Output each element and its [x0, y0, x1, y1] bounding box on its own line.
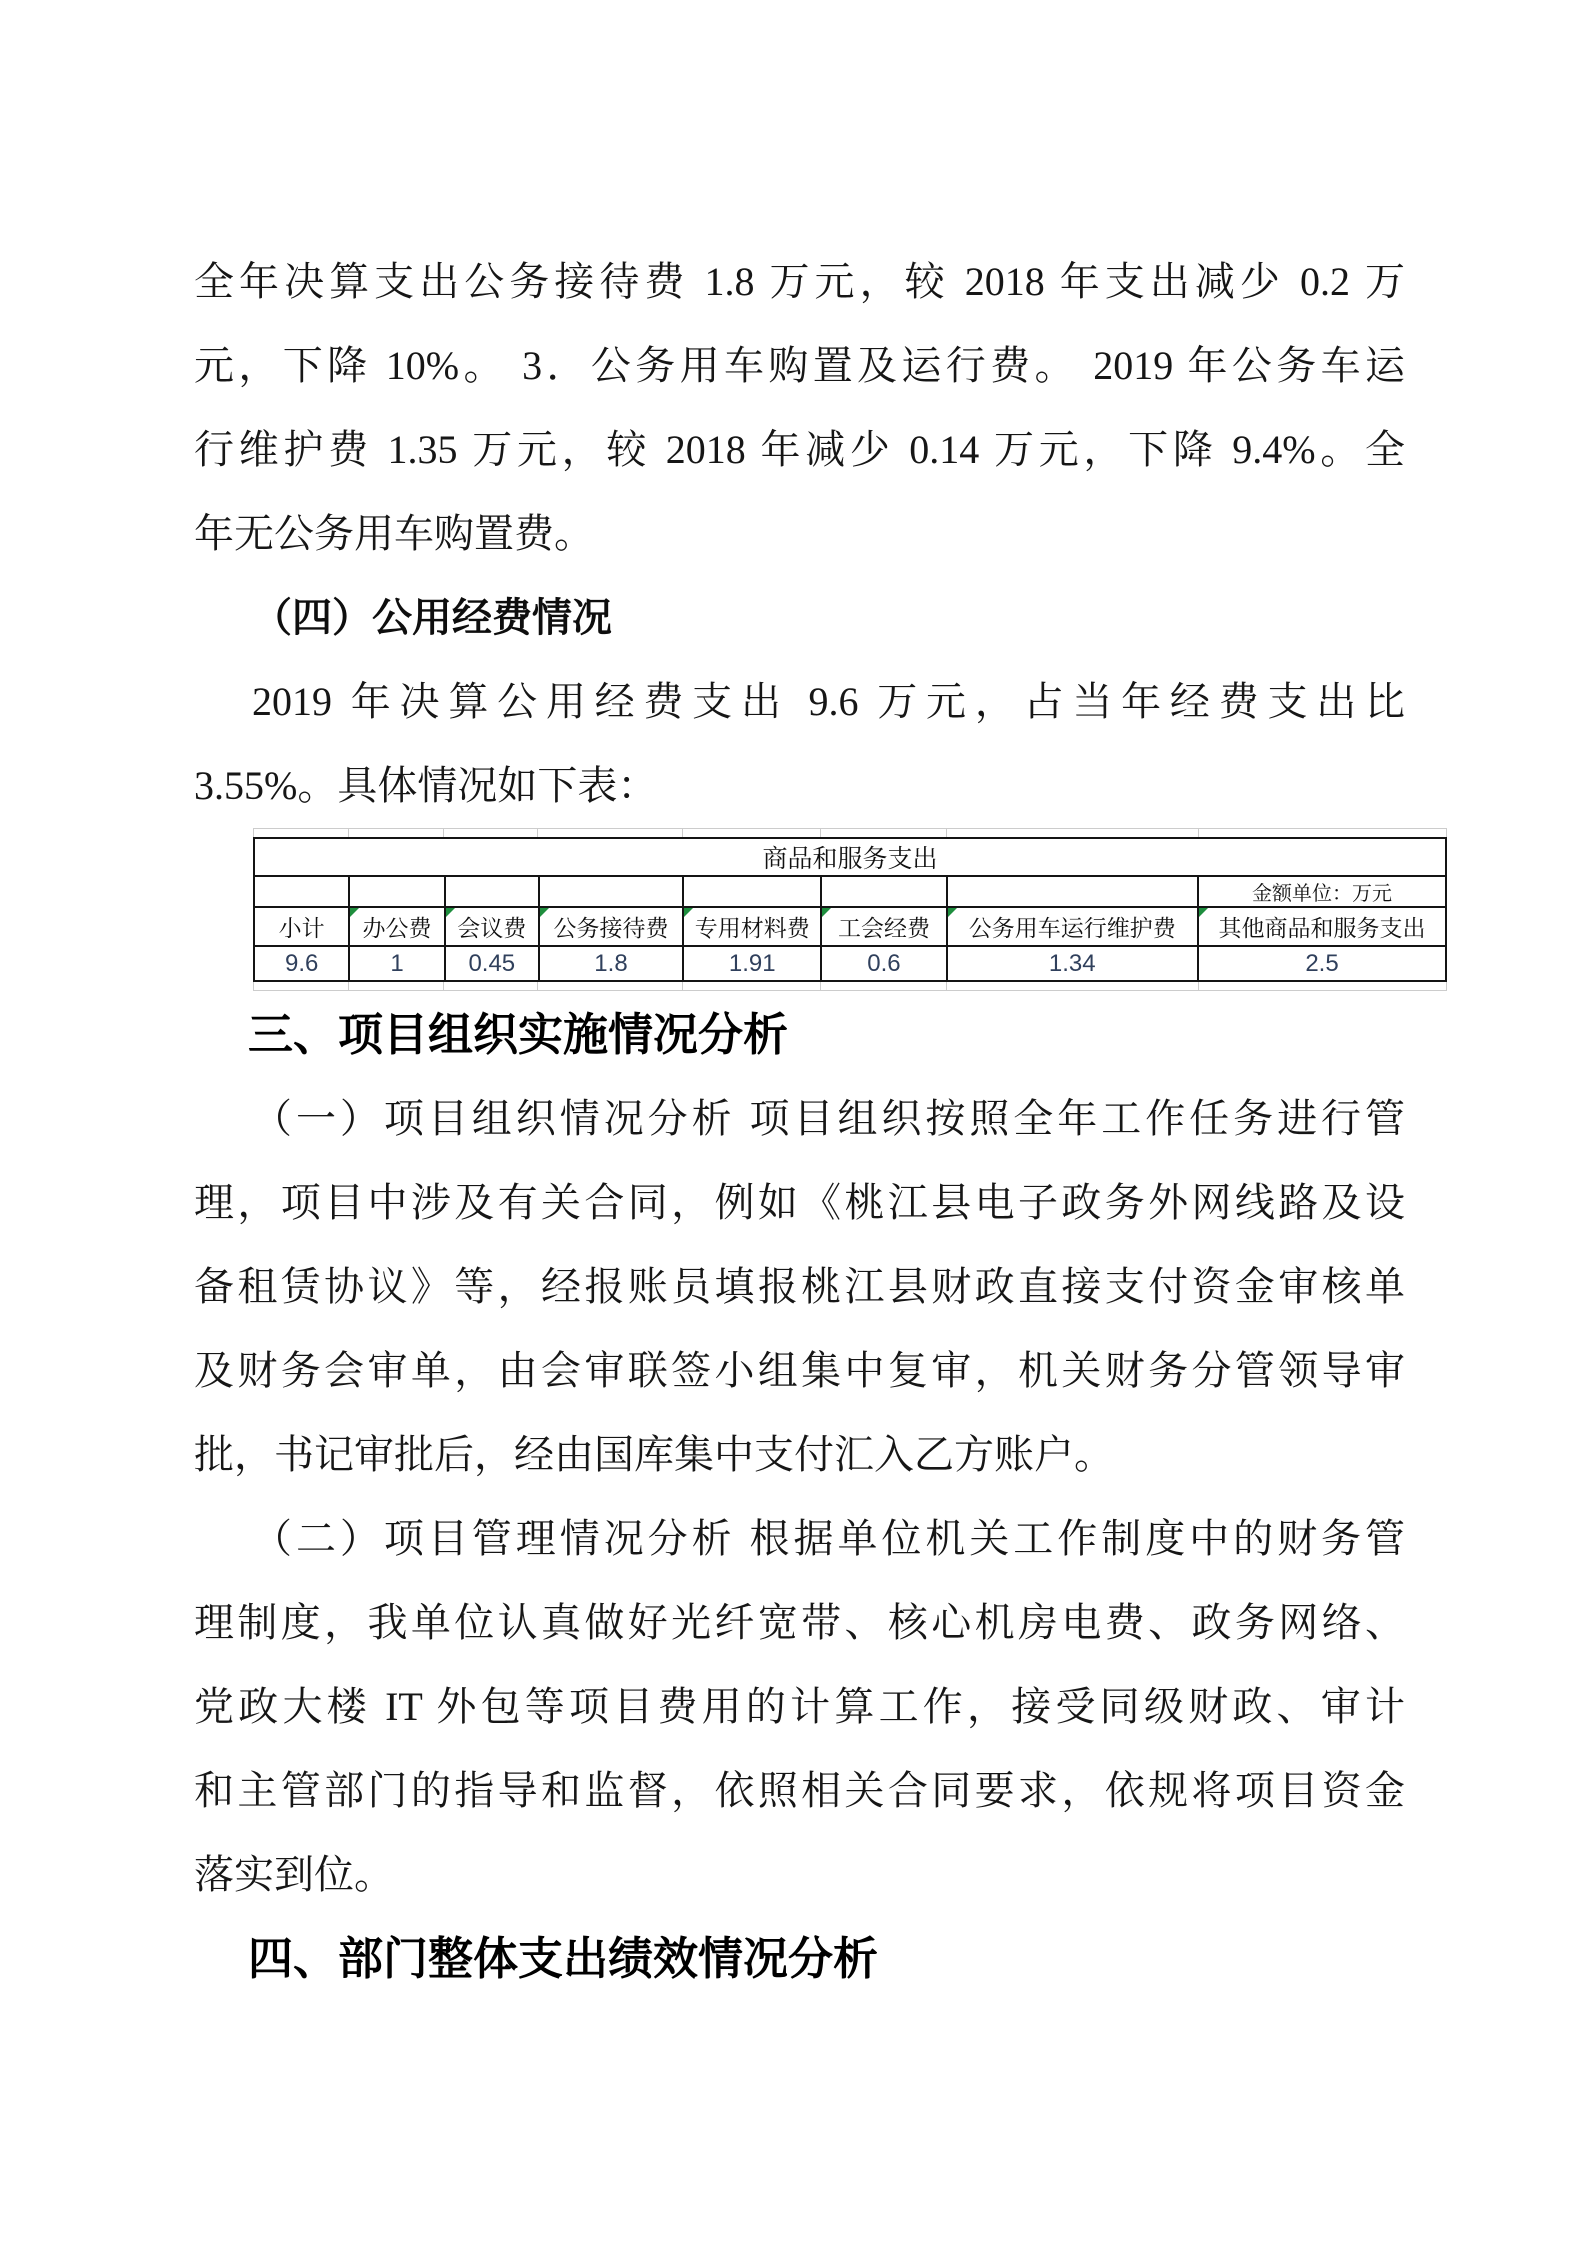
empty-cell — [539, 876, 683, 907]
table-value-cell: 1 — [349, 946, 444, 981]
table-value-row — [254, 946, 1446, 981]
text-line: 2019 年决算公用经费支出 9.6 万元，占当年经费支出比 — [252, 679, 1405, 724]
empty-cell — [947, 876, 1199, 907]
text-line: 理制度，我单位认真做好光纤宽带、核心机房电费、政务网络、 — [194, 1600, 1405, 1645]
paragraph-project-organization — [194, 1077, 1405, 1497]
table-title: 商品和服务支出 — [254, 838, 1446, 876]
text-line: 行维护费 1.35 万元，较 2018 年减少 0.14 万元，下降 9.4%。全 — [194, 427, 1405, 472]
empty-cell — [254, 876, 349, 907]
text-line: 落实到位。 — [194, 1852, 394, 1897]
text-line: 和主管部门的指导和监督，依照相关合同要求，依规将项目资金 — [194, 1768, 1405, 1813]
text-line: 3.55%。具体情况如下表： — [194, 763, 658, 808]
table-header-cell: 工会经费 — [821, 907, 946, 946]
empty-cell — [683, 876, 821, 907]
heading-section-3: 三、项目组织实施情况分析 — [248, 1009, 789, 1060]
table-value-cell: 0.45 — [445, 946, 539, 981]
excel-gridline-row-bottom — [253, 982, 1447, 991]
text-line: （一）项目组织情况分析 项目组织按照全年工作任务进行管 — [252, 1096, 1405, 1141]
paragraph-public-funds — [194, 660, 1405, 828]
text-line: 批，书记审批后，经由国库集中支付汇入乙方账户。 — [194, 1432, 1114, 1477]
heading-public-funds: （四）公用经费情况 — [252, 595, 612, 640]
table-header-row — [254, 907, 1446, 946]
text-line: 党政大楼 IT 外包等项目费用的计算工作，接受同级财政、审计 — [194, 1684, 1405, 1729]
text-line: 理，项目中涉及有关合同，例如《桃江县电子政务外网线路及设 — [194, 1180, 1405, 1225]
table-value-cell: 1.34 — [947, 946, 1199, 981]
table-value-cell: 9.6 — [254, 946, 349, 981]
table-value-cell: 1.91 — [683, 946, 821, 981]
table-value-cell: 2.5 — [1198, 946, 1446, 981]
table-unit-row — [254, 876, 1446, 907]
table-header-cell: 其他商品和服务支出 — [1198, 907, 1446, 946]
expense-table-region — [253, 828, 1447, 991]
empty-cell — [445, 876, 539, 907]
paragraph-project-management — [194, 1497, 1405, 1917]
table-title-row — [254, 838, 1446, 876]
table-header-cell: 会议费 — [445, 907, 539, 946]
table-value-cell: 1.8 — [539, 946, 683, 981]
table-header-cell: 办公费 — [349, 907, 444, 946]
unit-note-cell: 金额单位：万元 — [1198, 876, 1446, 907]
excel-gridline-row-top — [253, 828, 1447, 837]
text-line: 及财务会审单，由会审联签小组集中复审，机关财务分管领导审 — [194, 1348, 1405, 1393]
empty-cell — [821, 876, 946, 907]
table-header-cell: 小计 — [254, 907, 349, 946]
text-line: 年无公务用车购置费。 — [194, 511, 594, 556]
text-line: （二）项目管理情况分析 根据单位机关工作制度中的财务管 — [252, 1516, 1405, 1561]
table-value-cell: 0.6 — [821, 946, 946, 981]
document-body — [194, 240, 1426, 2001]
table-header-cell: 专用材料费 — [683, 907, 821, 946]
text-line: 全年决算支出公务接待费 1.8 万元，较 2018 年支出减少 0.2 万 — [194, 259, 1405, 304]
text-line: 元，下降 10%。 3．公务用车购置及运行费。 2019 年公务车运 — [194, 343, 1405, 388]
table-header-cell: 公务用车运行维护费 — [947, 907, 1199, 946]
empty-cell — [349, 876, 444, 907]
text-line: 备租赁协议》等，经报账员填报桃江县财政直接支付资金审核单 — [194, 1264, 1405, 1309]
heading-section-4: 四、部门整体支出绩效情况分析 — [248, 1933, 879, 1984]
expense-table — [253, 837, 1447, 982]
table-header-cell: 公务接待费 — [539, 907, 683, 946]
paragraph-fiscal-expense — [194, 240, 1405, 576]
